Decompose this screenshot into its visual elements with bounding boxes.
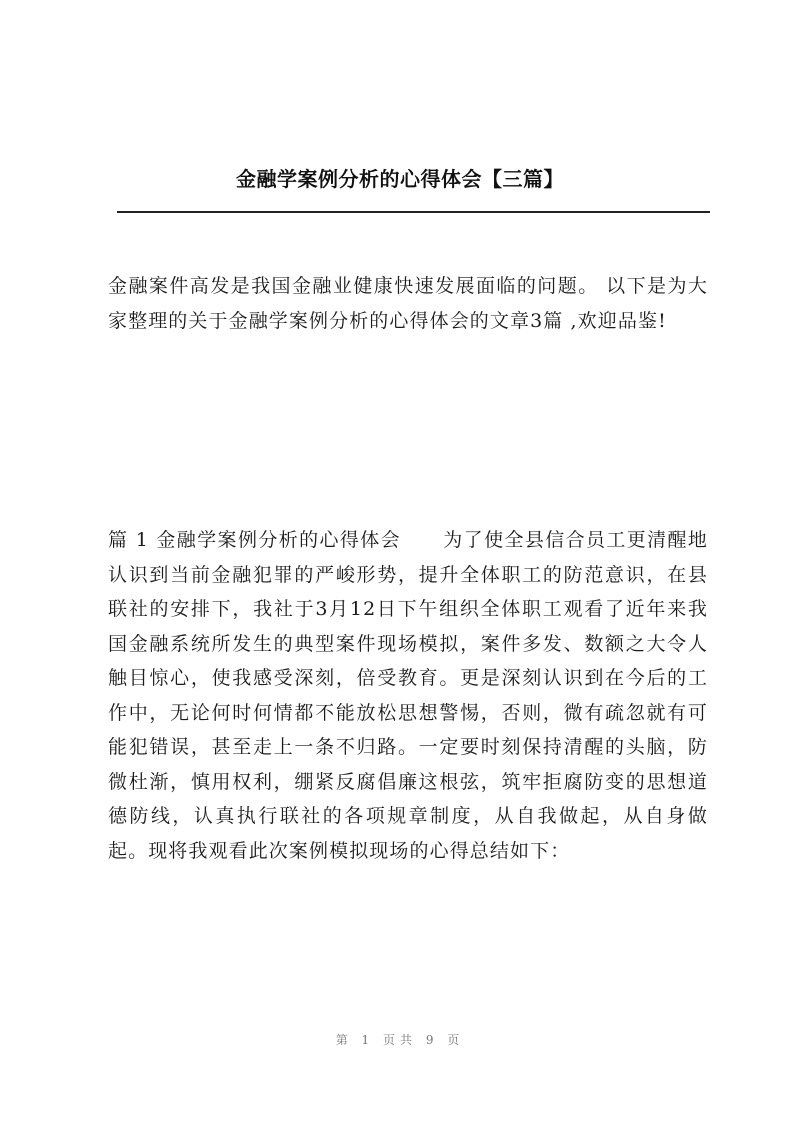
document-title: 金融学案例分析的心得体会【三篇】	[236, 167, 564, 191]
title-underline	[117, 211, 710, 213]
section-1-paragraph	[108, 523, 708, 868]
section-heading: 篇 1 金融学案例分析的心得体会	[108, 529, 402, 551]
intro-paragraph: 金融案件高发是我国金融业健康快速发展面临的问题。 以下是为大家整理的关于金融学案例分析的心得体会的文章3篇 ,欢迎品鉴!	[108, 275, 708, 332]
page-number-footer: 第 1 页共 9 页	[335, 1033, 465, 1047]
section-body-text: 为了使全县信合员工更清醒地认识到当前金融犯罪的严峻形势，提升全体职工的防范意识，在县联社的安排下，我社于3月12日下午组织全体职工观看了近年来我国金融系统所发生的典型案件现场模拟，案件多发、数额之大令人触目惊心，使我感受深刻，倍受教育。更是深刻认识到在今后的工作中，无论何时何情都不能放松思想警惕，否则，微有疏忽就有可能犯错误，甚至走上一条不归路。一定要时刻保持清醒的头脑，防微杜渐，慎用权利，绷紧反腐倡廉这根弦，筑牢拒腐防变的思想道德防线，认真执行联社的各项规章制度，从自我做起，从自身做起。现将我观看此次案例模拟现场的心得总结如下：	[108, 529, 708, 862]
